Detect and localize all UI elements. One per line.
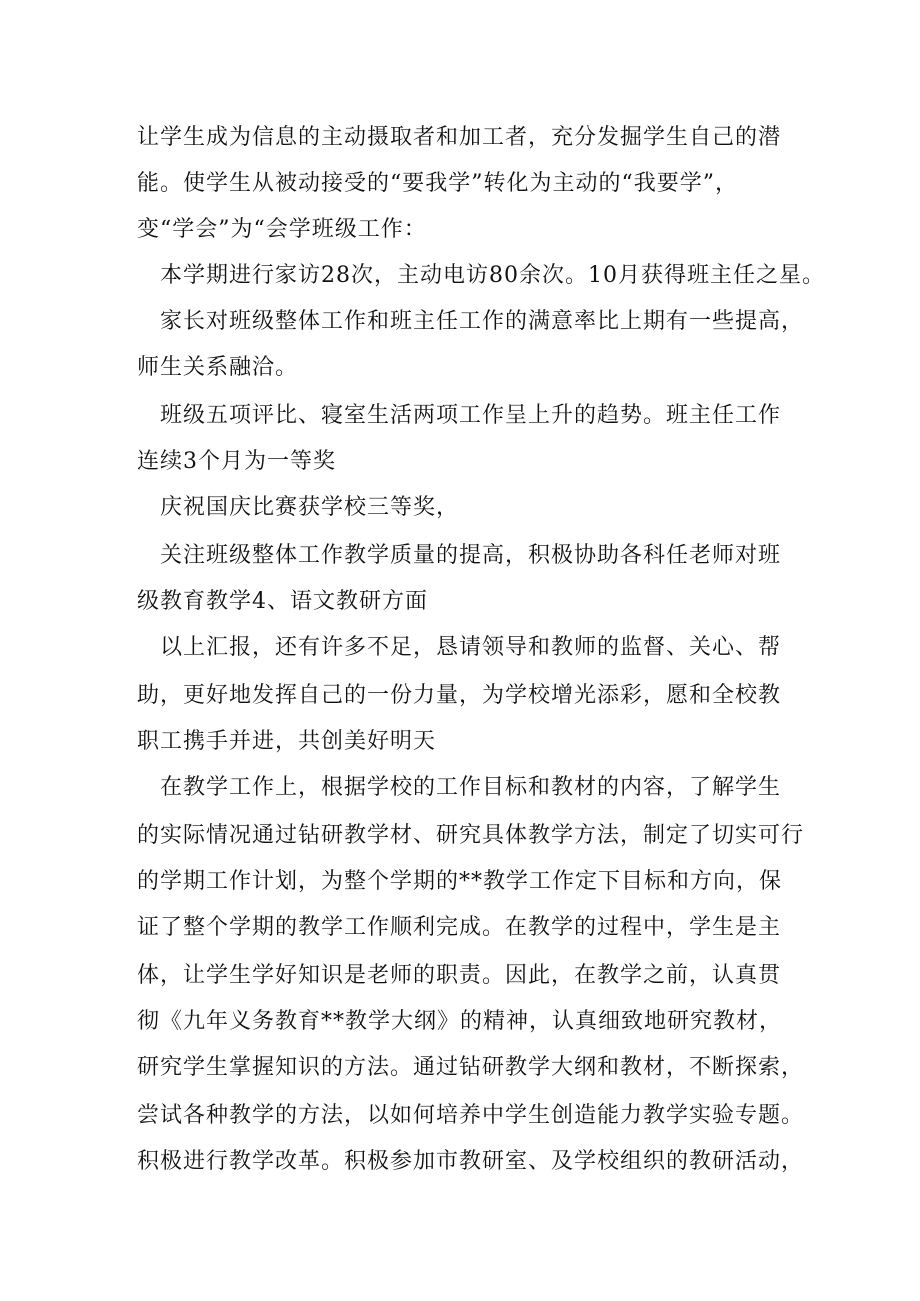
text-line: 的学期工作计划，为整个学期的**教学工作定下目标和方向，保 bbox=[137, 869, 783, 894]
text-line: 庆祝国庆比赛获学校三等奖， bbox=[160, 495, 460, 520]
text-line: 让学生成为信息的主动摄取者和加工者，充分发掘学生自己的潜 bbox=[137, 125, 782, 150]
text-line: 的实际情况通过钻研教学材、研究具体教学方法，制定了切实可行 bbox=[137, 823, 805, 848]
text-line: 职工携手并进，共创美好明天 bbox=[137, 729, 437, 754]
text-line: 研究学生掌握知识的方法。通过钻研教学大纲和教材，不断探索， bbox=[137, 1055, 805, 1080]
text-line: 在教学工作上，根据学校的工作目标和教材的内容，了解学生 bbox=[160, 775, 782, 800]
text-line: 证了整个学期的教学工作顺利完成。在教学的过程中，学生是主 bbox=[137, 915, 782, 940]
text-line: 连续3个月为一等奖 bbox=[137, 449, 336, 474]
text-line: 尝试各种教学的方法，以如何培养中学生创造能力教学实验专题。 bbox=[137, 1103, 805, 1128]
text-line: 级教育教学4、语文教研方面 bbox=[137, 589, 428, 614]
text-line: 关注班级整体工作教学质量的提高，积极协助各科任老师对班 bbox=[160, 543, 782, 568]
text-line: 以上汇报，还有许多不足，恳请领导和教师的监督、关心、帮 bbox=[160, 635, 782, 660]
text-line: 体，让学生学好知识是老师的职责。因此，在教学之前，认真贯 bbox=[137, 963, 782, 988]
text-line: 彻《九年义务教育**教学大纲》的精神，认真细致地研究教材， bbox=[137, 1009, 783, 1034]
text-line: 本学期进行家访28次，主动电访80余次。10月获得班主任之星。 bbox=[160, 263, 825, 288]
text-line: 师生关系融洽。 bbox=[137, 355, 299, 380]
text-line: 变“学会”为“会学班级工作： bbox=[137, 217, 427, 242]
text-line: 班级五项评比、寝室生活两项工作呈上升的趋势。班主任工作 bbox=[160, 403, 782, 428]
text-line: 能。使学生从被动接受的“要我学”转化为主动的“我要学”， bbox=[137, 171, 738, 196]
text-line: 助，更好地发挥自己的一份力量，为学校增光添彩，愿和全校教 bbox=[137, 683, 782, 708]
text-line: 家长对班级整体工作和班主任工作的满意率比上期有一些提高， bbox=[160, 309, 805, 334]
text-line: 积极进行教学改革。积极参加市教研室、及学校组织的教研活动， bbox=[137, 1149, 805, 1174]
